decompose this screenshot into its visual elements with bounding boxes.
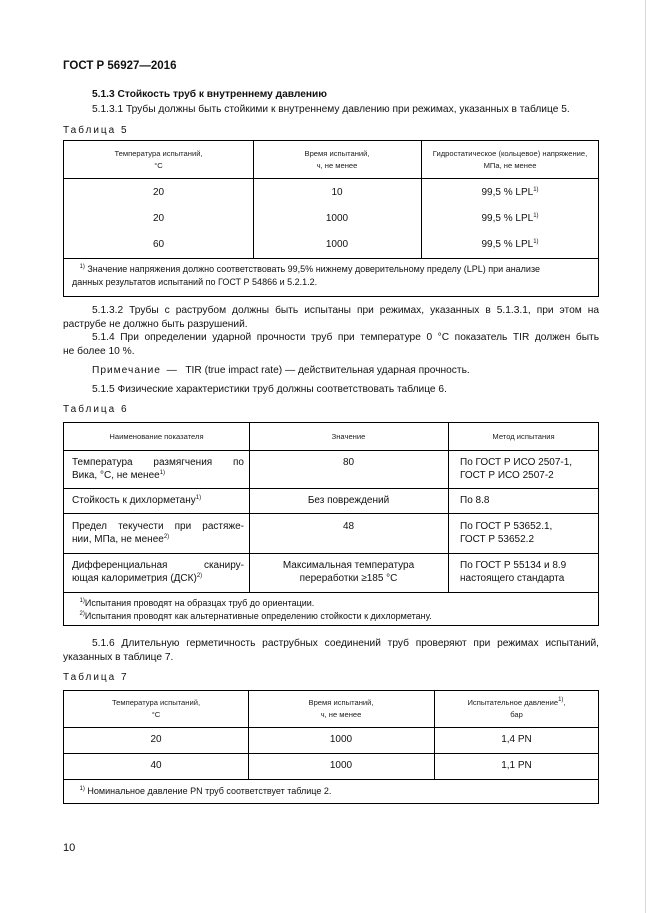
table6-cell: По ГОСТ Р 55134 и 8.9 настоящего стандарта — [460, 560, 567, 584]
table7-cell: 40 — [150, 760, 162, 771]
table6-header-name: Наименование показателя — [109, 432, 204, 441]
table5-cell: 1000 — [325, 213, 349, 224]
table5-cell: 99,5 % LPL$^{1)}$ — [481, 213, 539, 224]
table6-cell: Максимальная температура переработки ≥185 °С — [282, 560, 415, 584]
table6-cell: 48 — [342, 521, 355, 532]
table5-cell: 20 — [152, 213, 165, 224]
table6-cell: По ГОСТ Р ИСО 2507-1, ГОСТ Р ИСО 2507-2 — [460, 457, 573, 481]
paragraph-5-1-5: 5.1.5 Физические характеристики труб должны соответствовать таблице 6. — [92, 384, 447, 395]
paragraph-5-1-3-2: 5.1.3.2 Трубы с раструбом должны быть испытаны при режимах, указанных в 5.1.3.1, при этом на раструбе не должно быть разрушений. — [63, 305, 599, 330]
table6 — [63, 422, 599, 626]
table7-footnote: $^{1)}$ Номинальное давление PN труб соответствует таблице 2. — [79, 786, 332, 796]
section-title: 5.1.3 Стойкость труб к внутреннему давлению — [92, 89, 327, 100]
table5-cell: 99,5 % LPL$^{1)}$ — [481, 239, 539, 250]
table6-cell: Дифференциальная сканиру- ющая калориметрия (ДСК)$^{2)}$ — [72, 560, 244, 584]
paragraph-5-1-4: 5.1.4 При определении ударной прочности труб при температуре 0 °С показатель TIR должен быть не более 10 %. — [63, 332, 599, 357]
table5-cell: 1000 — [325, 239, 349, 250]
table6-caption: Таблица 6 — [63, 404, 129, 415]
table5-cell: 60 — [152, 239, 165, 250]
table5-caption: Таблица 5 — [63, 125, 129, 136]
table6-cell: 80 — [342, 457, 355, 468]
document-header: ГОСТ Р 56927—2016 — [63, 60, 177, 72]
table7-cell: 1,4 PN — [501, 734, 532, 745]
table5-cell: 99,5 % LPL$^{1)}$ — [481, 187, 539, 198]
table5 — [63, 140, 599, 297]
table7-header-pressure: Испытательное давление$^{1)}$, бар — [467, 697, 566, 719]
table5-cell: 10 — [331, 187, 343, 198]
table7 — [63, 690, 599, 804]
page-number: 10 — [63, 842, 76, 854]
table6-header-value: Значение — [331, 432, 366, 441]
paragraph-5-1-6: 5.1.6 Длительную герметичность раструбных соединений труб проверяют при режимах испытаний, указанных в таблице 7. — [63, 638, 599, 663]
table7-header-temperature: Температура испытаний, °С — [111, 698, 201, 719]
table6-cell: По 8.8 — [460, 495, 490, 506]
table5-header-temperature: Температура испытаний, °С — [114, 149, 203, 170]
table6-cell: Стойкость к дихлорметану$^{1)}$ — [72, 495, 202, 506]
table7-caption: Таблица 7 — [63, 672, 129, 683]
table6-cell: Предел текучести при растяже- нии, МПа, не менее$^{2)}$ — [72, 521, 244, 545]
table7-cell: 20 — [150, 734, 162, 745]
table5-header-time: Время испытаний, ч, не менее — [304, 149, 370, 170]
table6-cell: Температура размягчения по Вика, °С, не менее$^{1)}$ — [72, 457, 244, 481]
table7-cell: 1000 — [329, 734, 353, 745]
table7-cell: 1,1 PN — [501, 760, 532, 771]
table7-cell: 1000 — [329, 760, 353, 771]
table5-cell: 20 — [152, 187, 165, 198]
table7-header-time: Время испытаний, ч, не менее — [308, 698, 374, 719]
table6-header-method: Метод испытания — [492, 432, 555, 441]
table6-footnotes: $^{1)}$Испытания проводят на образцах труб до ориентации. $^{2)}$Испытания проводят как альтернативные определению стойкости к дихлорметану. — [79, 598, 432, 621]
table6-cell: Без повреждений — [307, 495, 390, 506]
note: Примечание — TIR (true impact rate) — действительная ударная прочность. — [92, 365, 470, 376]
table5-footnote: $^{1)}$ Значение напряжения должно соответствовать 99,5% нижнему доверительному пределу (LPL) при анализе данных результатов испытаний по ГОСТ Р 54866 и 5.2.1.2. — [72, 264, 540, 287]
paragraph-5-1-3-1: 5.1.3.1 Трубы должны быть стойкими к внутреннему давлению при режимах, указанных в таблице 5. — [92, 104, 570, 115]
table5-header-stress: Гидростатическое (кольцевое) напряжение, МПа, не менее — [432, 149, 588, 170]
table6-cell: По ГОСТ Р 53652.1, ГОСТ Р 53652.2 — [460, 521, 553, 545]
